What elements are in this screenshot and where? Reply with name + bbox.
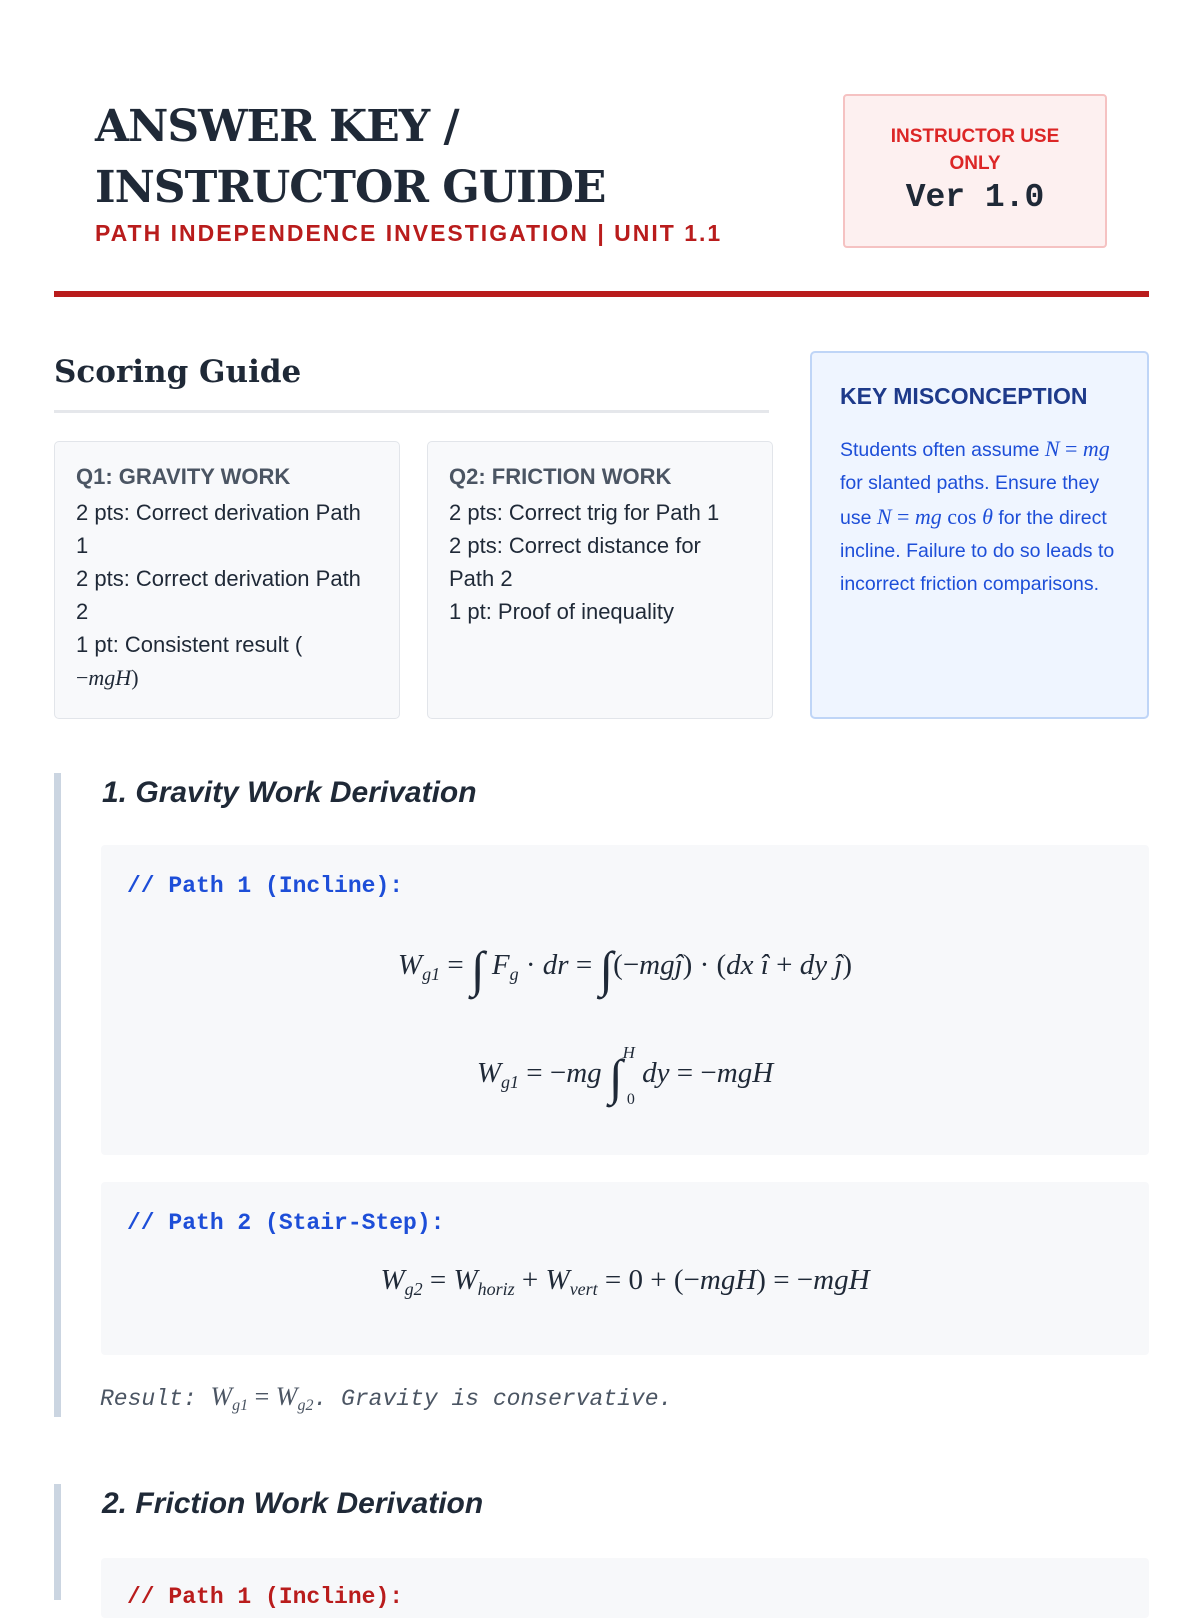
misconception-text-2: for slanted paths. Ensure they use bbox=[840, 472, 1100, 529]
q2-scoring-card bbox=[427, 441, 773, 719]
section1-title: 1. Gravity Work Derivation bbox=[102, 776, 477, 809]
header bbox=[95, 96, 795, 247]
q1-scoring-card bbox=[54, 441, 400, 719]
section1-accent-bar bbox=[54, 773, 61, 1417]
q1-line-1: 2 pts: Correct derivation Path 1 bbox=[76, 500, 361, 558]
page-title: ANSWER KEY / INSTRUCTOR GUIDE bbox=[95, 101, 606, 213]
badge-label: INSTRUCTOR USE ONLY bbox=[890, 126, 1060, 174]
q1-result-math: −mgH) bbox=[76, 665, 139, 690]
q1-line-2: 2 pts: Correct derivation Path 2 bbox=[76, 566, 361, 624]
scoring-guide-divider bbox=[54, 410, 769, 413]
friction-path1-label: // Path 1 (Incline): bbox=[127, 1584, 404, 1610]
misconception-title: KEY MISCONCEPTION bbox=[840, 383, 1088, 409]
misconception-text-1: Students often assume bbox=[840, 439, 1040, 461]
instructor-badge bbox=[843, 94, 1107, 248]
gravity-result bbox=[100, 1382, 672, 1415]
path1-gravity-block bbox=[101, 845, 1149, 1155]
q1-title: Q1: GRAVITY WORK bbox=[76, 464, 291, 489]
header-divider bbox=[54, 291, 1149, 297]
gravity-path1-equation-1: $W_{g1}$ = ∫ $F_g$ · dr = ∫(−mgĵ) · (dx î + dy ĵ) bbox=[397, 941, 853, 997]
path1-label: // Path 1 (Incline): bbox=[127, 873, 404, 899]
path1-friction-block bbox=[101, 1558, 1149, 1618]
normal-force-symbol: N bbox=[1044, 436, 1060, 461]
misconception-text-3: for the direct incline. Failure to do so leads to incorrect friction comparisons. bbox=[840, 507, 1115, 595]
path2-gravity-block bbox=[101, 1182, 1149, 1355]
gravity-path1-equation-2: $W_{g1} = -mg$ ∫$^H_0$ dy = −mgH bbox=[476, 1043, 774, 1108]
q2-line-2: 2 pts: Correct distance for Path 2 bbox=[449, 533, 701, 591]
q1-line-3-text: 1 pt: Consistent result ( bbox=[76, 632, 303, 657]
n-equals-mg-math: = mg bbox=[1065, 436, 1110, 461]
path2-label: // Path 2 (Stair-Step): bbox=[127, 1210, 445, 1236]
n-equals-mgcos-math: = mg cos θ bbox=[896, 504, 993, 529]
q2-line-3: 1 pt: Proof of inequality bbox=[449, 599, 675, 624]
page-subtitle: PATH INDEPENDENCE INVESTIGATION | UNIT 1.1 bbox=[95, 220, 723, 246]
scoring-guide-title: Scoring Guide bbox=[54, 354, 302, 390]
section2-title: 2. Friction Work Derivation bbox=[102, 1487, 484, 1520]
q2-title: Q2: FRICTION WORK bbox=[449, 464, 672, 489]
key-misconception-callout bbox=[810, 351, 1149, 719]
result-suffix: . Gravity is conservative. bbox=[313, 1386, 673, 1412]
normal-force-symbol-2: N bbox=[876, 504, 892, 529]
q2-line-1: 2 pts: Correct trig for Path 1 bbox=[449, 500, 720, 525]
section2-accent-bar bbox=[54, 1484, 61, 1600]
gravity-path2-equation: $W_{g2} = W_{horiz} + W_{vert} = 0 + (-mgH) = -mgH$ bbox=[380, 1264, 870, 1299]
misconception-text bbox=[840, 432, 1119, 601]
result-prefix: Result: bbox=[100, 1386, 197, 1412]
badge-version: Ver 1.0 bbox=[905, 179, 1045, 216]
result-math: $W_{g1} = W_{g2}$ bbox=[210, 1382, 314, 1414]
q1-line-3 bbox=[76, 628, 378, 694]
